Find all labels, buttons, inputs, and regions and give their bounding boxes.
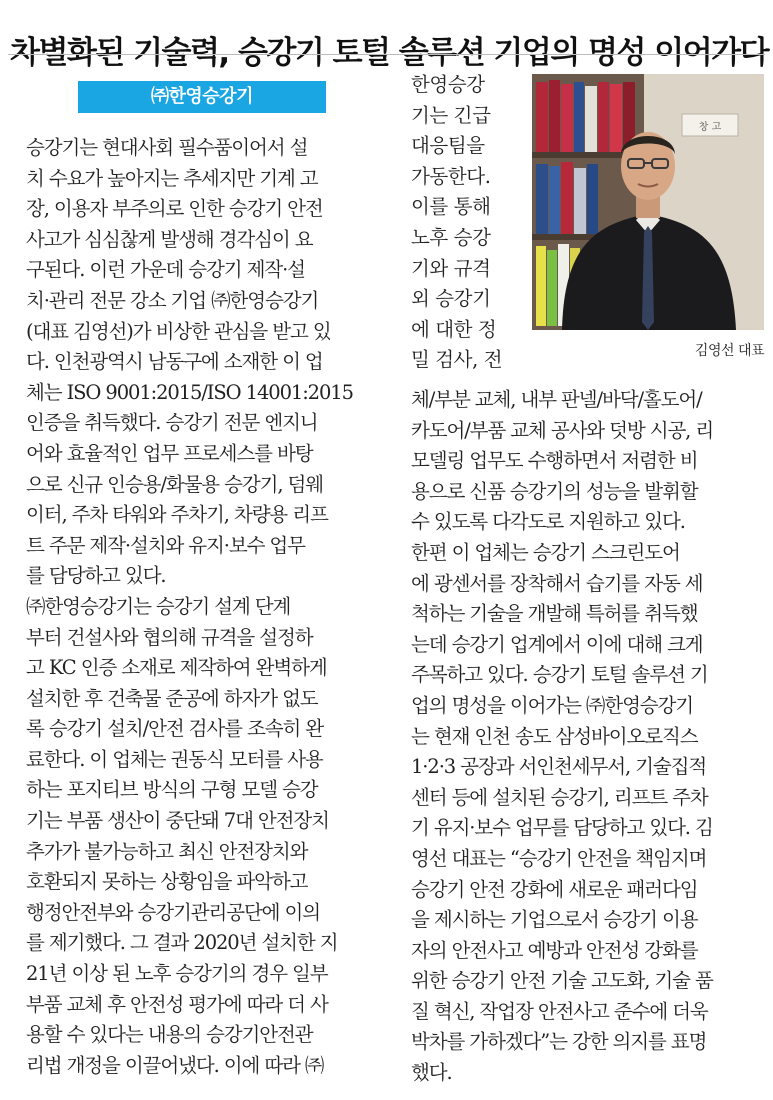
article-text-line: 고 KC 인증 소재로 제작하여 완벽하게 (26, 656, 327, 680)
article-text-line: 행정안전부와 승강기관리공단에 이의 (26, 900, 320, 924)
article-text-line: 으로 신규 인승용/화물용 승강기, 덤웨 (26, 472, 324, 496)
article-text-line: 승강기는 현대사회 필수품이어서 설 (26, 136, 308, 159)
article-text-line: 하는 포지티브 방식의 구형 모델 승강 (26, 778, 318, 802)
article-text-line: 는데 승강기 업계에서 이에 대해 크게 (411, 632, 703, 656)
article-text-line: 밀 검사, 전 (411, 348, 503, 372)
company-name-banner: ㈜한영승강기 (78, 81, 326, 113)
article-text-line: 업의 명성을 이어가는 ㈜한영승강기 (411, 693, 694, 717)
article-text-line: 가동한다. (411, 164, 491, 188)
article-text-line: 영선 대표는 “승강기 안전을 책임지며 (411, 846, 707, 870)
article-text-line: 를 제기했다. 그 결과 2020년 설치한 지 (26, 931, 338, 955)
article-text-line: 센터 등에 설치된 승강기, 리프트 주차 (411, 785, 708, 809)
article-text-line: 위한 승강기 안전 기술 고도화, 기술 품 (411, 969, 713, 993)
article-text-line: 노후 승강 (411, 225, 491, 249)
article-text-line: 한영승강 (411, 73, 485, 96)
article-text-line: 기 유지·보수 업무를 담당하고 있다. 김 (411, 816, 713, 840)
article-text-line: 치·관리 전문 강소 기업 ㈜한영승강기 (26, 288, 319, 312)
article-text-line: 했다. (411, 1061, 452, 1085)
article-text-line: 외 승강기 (411, 287, 491, 311)
article-text-line: 용할 수 있다는 내용의 승강기안전관 (26, 1023, 313, 1047)
article-text-line: 기는 긴급 (411, 103, 491, 127)
article-column-left (26, 133, 353, 1081)
article-text-line: 료한다. 이 업체는 권동식 모터를 사용 (26, 747, 323, 771)
article-headline: 차별화된 기술력, 승강기 토털 솔루션 기업의 명성 이어가다 (10, 34, 769, 71)
ceo-portrait-photo (532, 74, 764, 330)
article-text-line: 주목하고 있다. 승강기 토털 솔루션 기 (411, 663, 708, 687)
article-text-line: 한편 이 업체는 승강기 스크린도어 (411, 540, 680, 564)
article-text-line: 인증을 취득했다. 승강기 전문 엔지니 (26, 411, 318, 435)
article-text-line: 기는 부품 생산이 중단돼 7대 안전장치 (26, 809, 329, 833)
article-text-line: 체는 ISO 9001:2015/ISO 14001:2015 (26, 380, 353, 404)
article-text-line: 어와 효율적인 업무 프로세스를 바탕 (26, 441, 313, 465)
article-text-line: 대응팀을 (411, 134, 485, 158)
article-text-line: 이터, 주차 타워와 주차기, 차량용 리프 (26, 503, 328, 527)
article-text-line: 리법 개정을 이끌어냈다. 이에 따라 ㈜ (26, 1053, 324, 1077)
article-text-line: 설치한 후 건축물 준공에 하자가 없도 (26, 686, 318, 710)
article-text-line: 구된다. 이런 가운데 승강기 제작·설 (26, 258, 305, 282)
article-text-line: 카도어/부품 교체 공사와 덧방 시공, 리 (411, 418, 714, 442)
article-text-line: ㈜한영승강기는 승강기 설계 단계 (26, 594, 291, 618)
article-column-narrow (411, 70, 502, 376)
article-text-line: 추가가 불가능하고 최신 안전장치와 (26, 839, 308, 863)
article-text-line: 이를 통해 (411, 195, 491, 219)
article-text-line: 승강기 안전 강화에 새로운 패러다임 (411, 877, 698, 901)
article-text-line: 호환되지 못하는 상황임을 파악하고 (26, 870, 308, 894)
article-text-line: 용으로 신품 승강기의 성능을 발휘할 (411, 479, 698, 503)
office-door-sign-text: 창 고 (698, 122, 722, 133)
article-text-line: 1·2·3 공장과 서인천세무서, 기술집적 (411, 755, 707, 779)
article-text-line: 에 대한 정 (411, 317, 497, 341)
article-text-line: 트 주문 제작·설치와 유지·보수 업무 (26, 533, 305, 557)
article-column-right (411, 385, 713, 1089)
article-text-line: 사고가 심심찮게 발생해 경각심이 요 (26, 227, 313, 251)
article-text-line: 다. 인천광역시 남동구에 소재한 이 업 (26, 350, 323, 374)
article-text-line: 척하는 기술을 개발해 특허를 취득했 (411, 602, 698, 626)
article-text-line: 질 혁신, 작업장 안전사고 준수에 더욱 (411, 999, 708, 1023)
article-text-line: (대표 김영선)가 비상한 관심을 받고 있 (26, 319, 331, 343)
article-text-line: 부터 건설사와 협의해 규격을 설정하 (26, 625, 313, 649)
headline-divider (8, 54, 765, 55)
article-text-line: 치 수요가 높아지는 추세지만 기계 고 (26, 166, 318, 190)
photo-caption: 김영선 대표 (694, 343, 764, 359)
article-text-line: 는 현재 인천 송도 삼성바이오로직스 (411, 724, 698, 748)
article-text-line: 자의 안전사고 예방과 안전성 강화를 (411, 938, 698, 962)
article-text-line: 21년 이상 된 노후 승강기의 경우 일부 (26, 962, 328, 986)
article-text-line: 모델링 업무도 수행하면서 저렴한 비 (411, 449, 698, 473)
article-text-line: 을 제시하는 기업으로서 승강기 이용 (411, 908, 698, 932)
article-text-line: 박차를 가하겠다”는 강한 의지를 표명 (411, 1030, 707, 1054)
article-text-line: 록 승강기 설치/안전 검사를 조속히 완 (26, 717, 324, 741)
article-text-line: 수 있도록 다각도로 지원하고 있다. (411, 510, 685, 534)
article-text-line: 체/부분 교체, 내부 판넬/바닥/홀도어/ (411, 388, 702, 411)
article-text-line: 장, 이용자 부주의로 인한 승강기 안전 (26, 197, 323, 221)
article-text-line: 를 담당하고 있다. (26, 564, 166, 588)
article-text-line: 기와 규격 (411, 256, 491, 280)
article-text-line: 에 광센서를 장착해서 습기를 자동 세 (411, 571, 703, 595)
article-text-line: 부품 교체 후 안전성 평가에 따라 더 사 (26, 992, 328, 1016)
